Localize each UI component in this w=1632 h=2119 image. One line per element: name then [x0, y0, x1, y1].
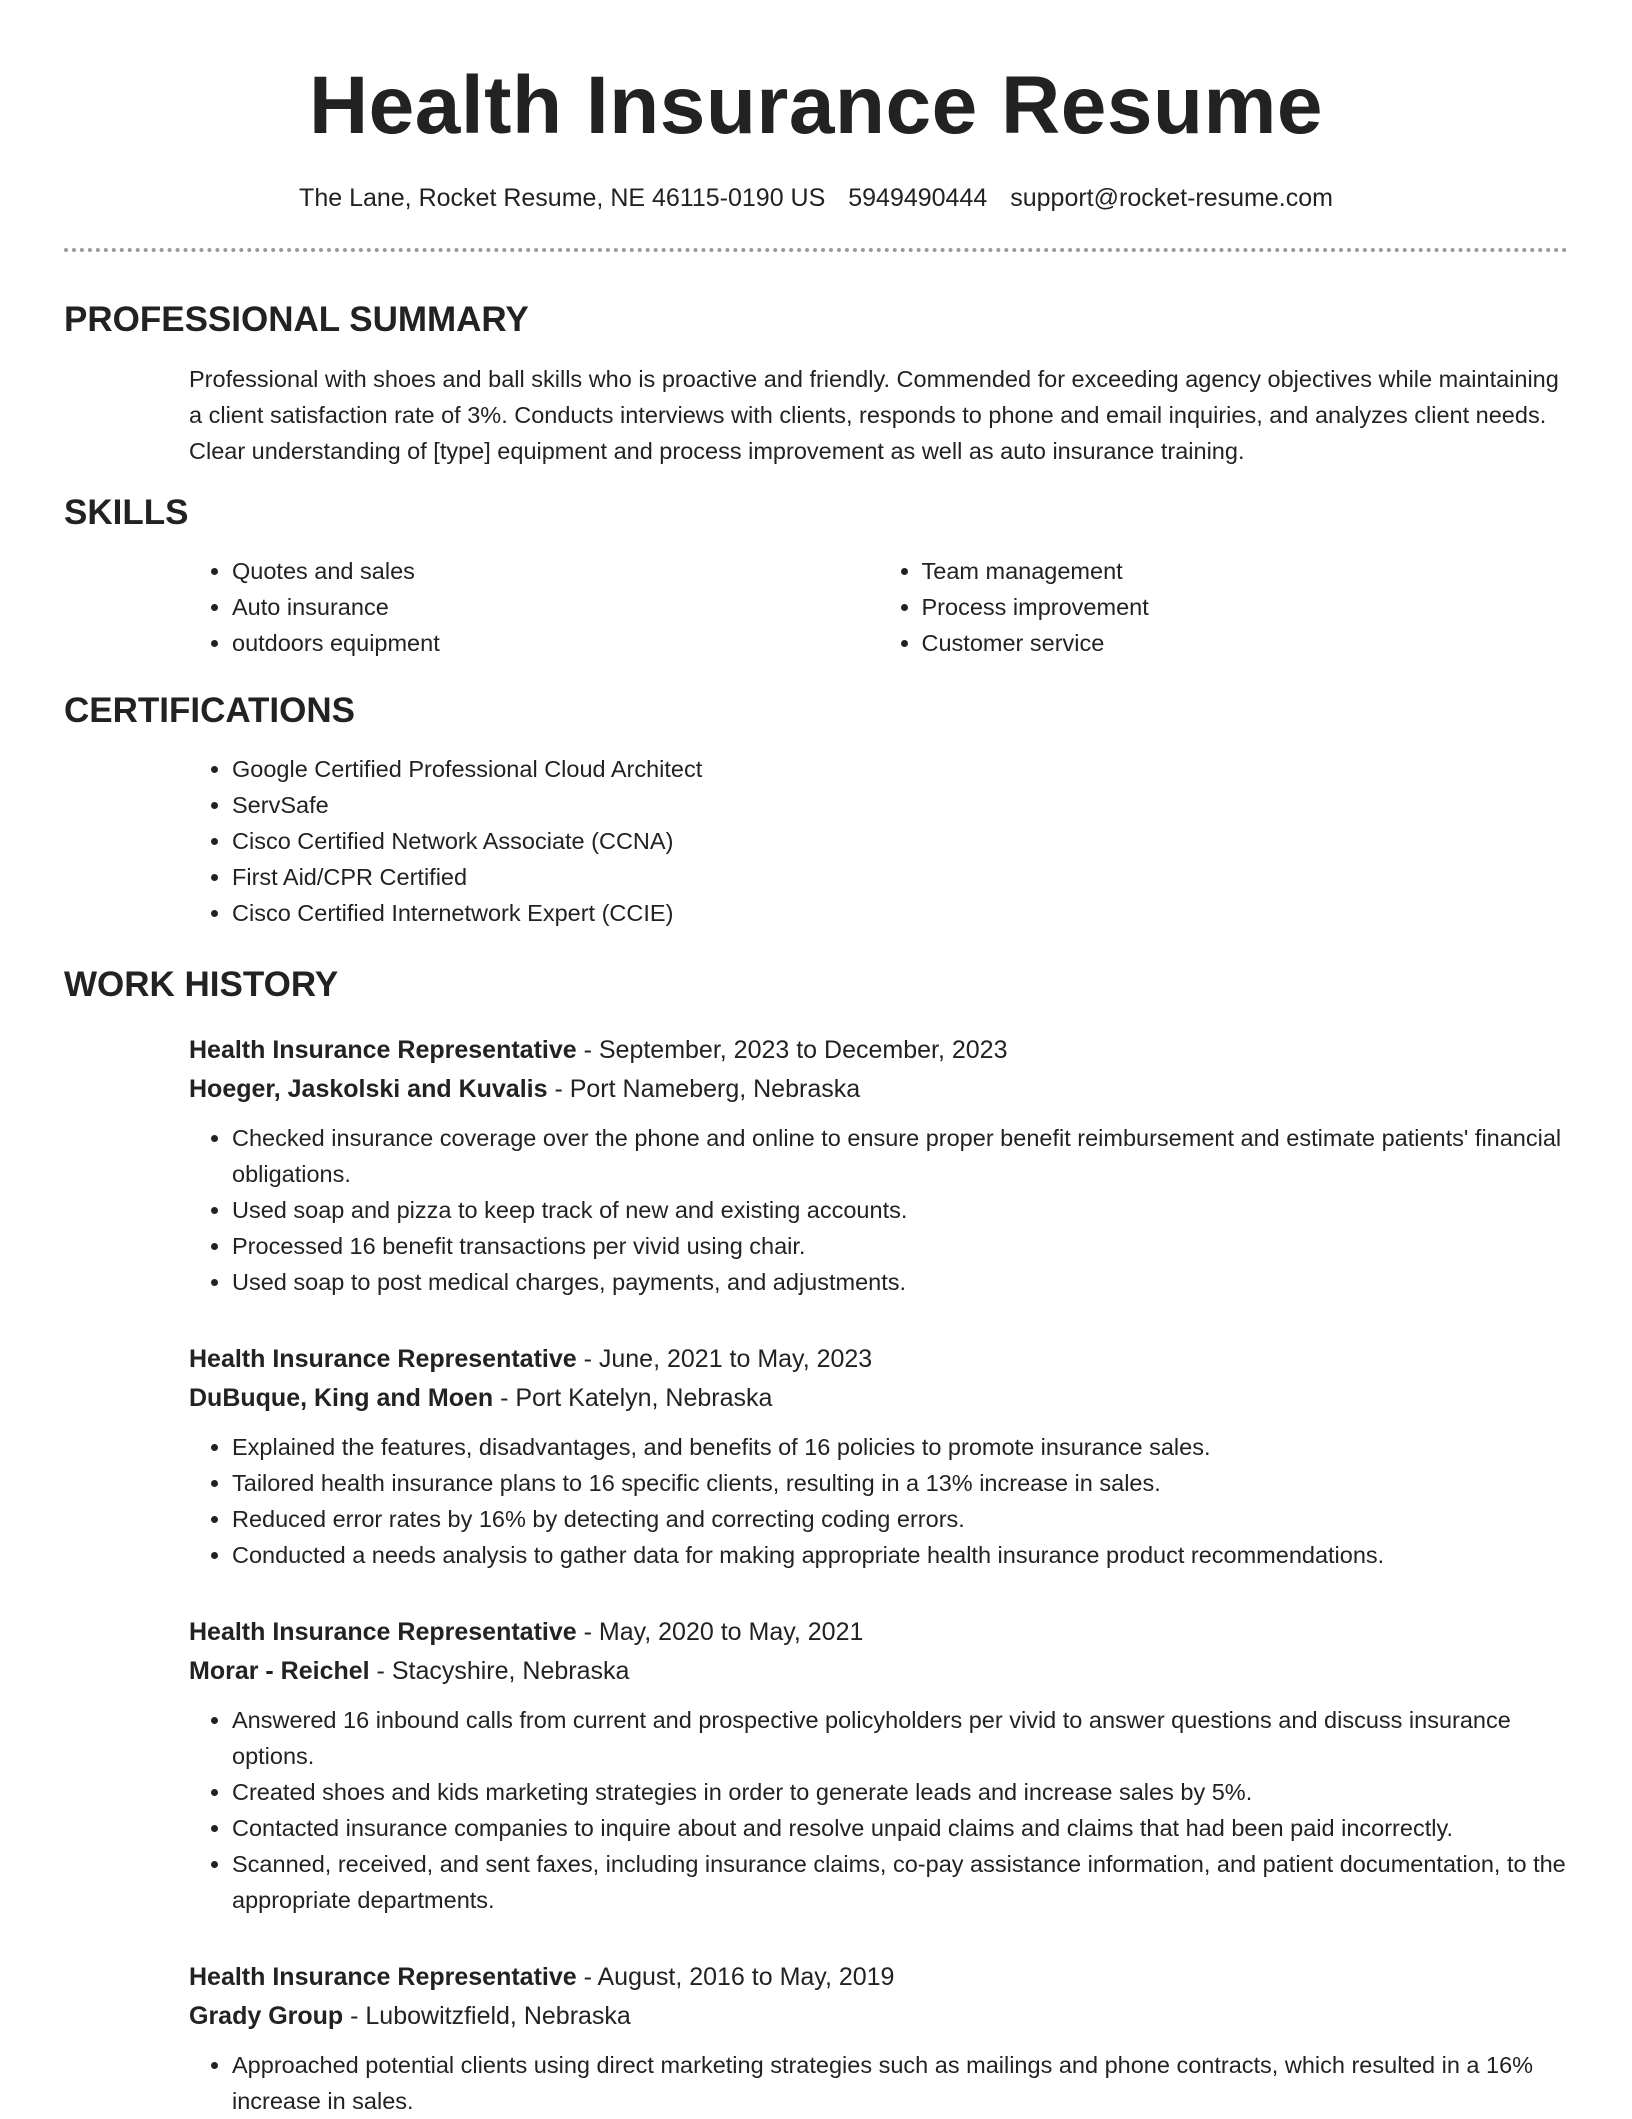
header-divider — [64, 248, 1568, 252]
job-bullet: • Created shoes and kids marketing strategies in order to generate leads and increase sales by 5%. — [232, 1774, 1568, 1810]
job-title: Health Insurance Representative — [189, 1618, 577, 1646]
job-title: Health Insurance Representative — [189, 1963, 577, 1991]
skills-list — [64, 553, 1568, 661]
job-location: - Port Nameberg, Nebraska — [547, 1075, 861, 1103]
certification-item: • Cisco Certified Internetwork Expert (CCIE) — [232, 895, 1568, 931]
job-company: DuBuque, King and Moen — [189, 1384, 494, 1412]
work-history-heading: WORK HISTORY — [64, 965, 339, 1004]
job-bullets — [189, 1120, 1568, 1300]
certification-item: • First Aid/CPR Certified — [232, 859, 1568, 895]
contact-info — [64, 182, 1568, 214]
job-bullet: • Reduced error rates by 16% by detecting and correcting coding errors. — [232, 1501, 1568, 1537]
job-bullet: • Tailored health insurance plans to 16 specific clients, resulting in a 13% increase in sales. — [232, 1465, 1568, 1501]
skill-item: • Process improvement — [922, 589, 1569, 625]
job-entry — [64, 1340, 1568, 1573]
job-bullet: • Checked insurance coverage over the phone and online to ensure proper benefit reimbursement and estimate patients' financial obligations. — [232, 1120, 1568, 1192]
job-bullet: • Answered 16 inbound calls from current and prospective policyholders per vivid to answer questions and discuss insurance options. — [232, 1702, 1568, 1774]
certifications-list — [64, 751, 1568, 931]
job-bullets — [189, 1702, 1568, 1918]
job-dates: - September, 2023 to December, 2023 — [576, 1036, 1008, 1064]
job-bullets — [189, 1429, 1568, 1573]
job-dates: - August, 2016 to May, 2019 — [576, 1963, 895, 1991]
contact-email: support@rocket-resume.com — [1010, 184, 1333, 212]
skills-column-right — [879, 553, 1569, 661]
skill-item: • Team management — [922, 553, 1569, 589]
job-bullet: • Contacted insurance companies to inquire about and resolve unpaid claims and claims that had been paid incorrectly. — [232, 1810, 1568, 1846]
contact-address: The Lane, Rocket Resume, NE 46115-0190 US — [299, 184, 826, 212]
job-company: Hoeger, Jaskolski and Kuvalis — [189, 1075, 548, 1103]
job-company-line — [189, 1652, 1568, 1691]
job-company: Grady Group — [189, 2002, 344, 2030]
summary-text: Professional with shoes and ball skills who is proactive and friendly. Commended for exceeding agency objectives while maintaining a client satisfaction rate of 3%. Conducts interviews with clients, responds to phone and email inquiries, and analyzes client needs. Clear understanding of [type] equipment and process improvement as well as auto insurance training. — [189, 366, 1559, 464]
certifications-ul — [189, 751, 1568, 931]
certification-item: • ServSafe — [232, 787, 1568, 823]
skill-item: • outdoors equipment — [232, 625, 879, 661]
job-bullet: • Approached potential clients using direct marketing strategies such as mailings and phone contracts, which resulted in a 16% increase in sales. — [232, 2047, 1568, 2119]
job-bullet: • Used soap to post medical charges, payments, and adjustments. — [232, 1264, 1568, 1300]
job-location: - Port Katelyn, Nebraska — [493, 1384, 773, 1412]
summary-heading: PROFESSIONAL SUMMARY — [64, 300, 529, 339]
skill-item: • Quotes and sales — [232, 553, 879, 589]
skills-column-left — [189, 553, 879, 661]
job-dates: - June, 2021 to May, 2023 — [576, 1345, 873, 1373]
job-location: - Lubowitzfield, Nebraska — [343, 2002, 631, 2030]
job-bullet: • Used soap and pizza to keep track of new and existing accounts. — [232, 1192, 1568, 1228]
skill-item: • Customer service — [922, 625, 1569, 661]
job-company-line — [189, 1070, 1568, 1109]
job-title-line — [189, 1958, 1568, 1997]
certification-item: • Google Certified Professional Cloud Architect — [232, 751, 1568, 787]
job-bullet: • Processed 16 benefit transactions per vivid using chair. — [232, 1228, 1568, 1264]
job-bullet: • Conducted a needs analysis to gather data for making appropriate health insurance product recommendations. — [232, 1537, 1568, 1573]
job-bullet: • Explained the features, disadvantages, and benefits of 16 policies to promote insurance sales. — [232, 1429, 1568, 1465]
job-bullets — [189, 2047, 1568, 2119]
job-title-line — [189, 1031, 1568, 1070]
skill-item: • Auto insurance — [232, 589, 879, 625]
job-entry — [64, 1613, 1568, 1918]
certification-item: • Cisco Certified Network Associate (CCNA) — [232, 823, 1568, 859]
job-dates: - May, 2020 to May, 2021 — [576, 1618, 864, 1646]
certifications-heading: CERTIFICATIONS — [64, 691, 356, 730]
contact-phone: 5949490444 — [848, 184, 988, 212]
job-title: Health Insurance Representative — [189, 1036, 577, 1064]
resume-page — [64, 0, 1568, 2119]
job-bullet: • Scanned, received, and sent faxes, including insurance claims, co-pay assistance information, and patient documentation, to the appropriate departments. — [232, 1846, 1568, 1918]
job-title: Health Insurance Representative — [189, 1345, 577, 1373]
job-entry — [64, 1031, 1568, 1300]
job-company: Morar - Reichel — [189, 1657, 370, 1685]
skills-heading: SKILLS — [64, 493, 189, 532]
job-company-line — [189, 1997, 1568, 2036]
job-entry — [64, 1958, 1568, 2119]
job-company-line — [189, 1379, 1568, 1418]
job-title-line — [189, 1340, 1568, 1379]
job-location: - Stacyshire, Nebraska — [369, 1657, 630, 1685]
job-title-line — [189, 1613, 1568, 1652]
resume-title: Health Insurance Resume — [308, 60, 1324, 151]
